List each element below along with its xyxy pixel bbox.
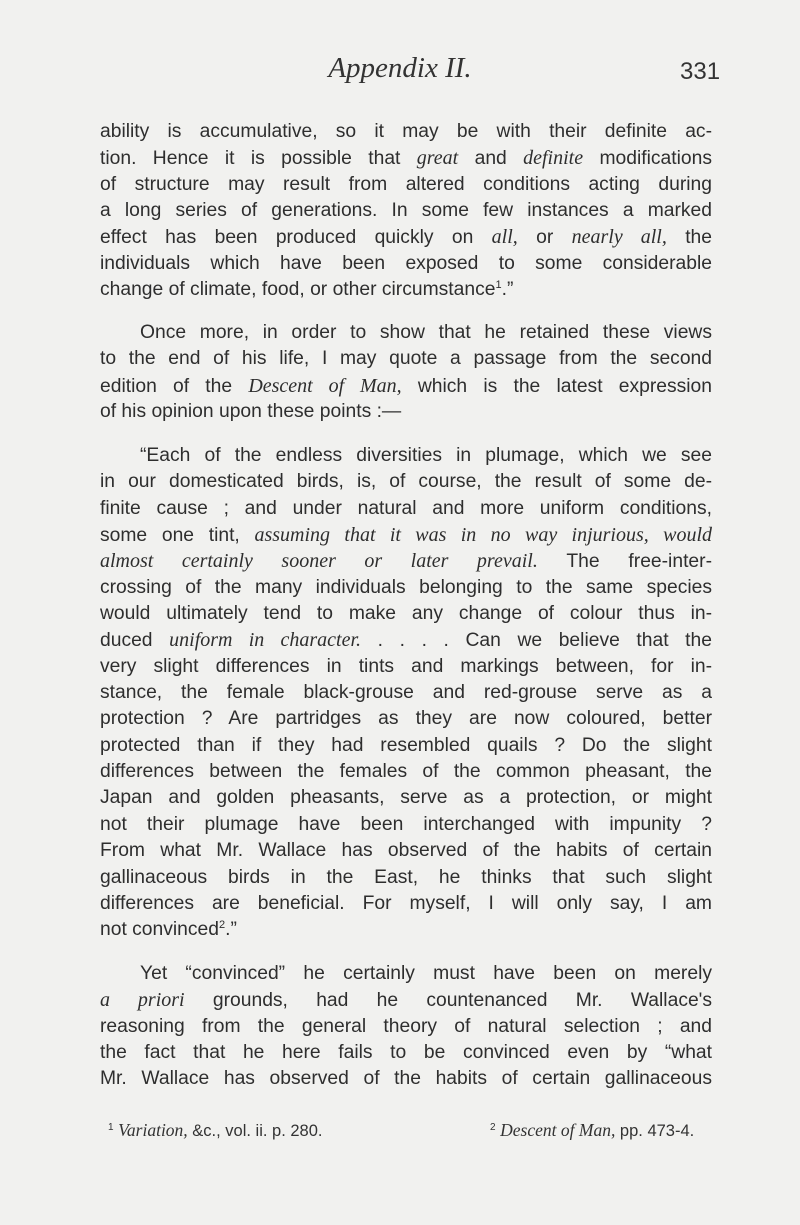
text-line — [100, 469, 712, 495]
text-segment: the fact that he here fails to be convinced even by “what — [100, 1042, 712, 1064]
text-segment: “Each of the endless diversities in plumage, which we see — [140, 445, 712, 466]
text-line — [100, 224, 712, 250]
text-line — [100, 961, 712, 987]
text-segment: and — [458, 148, 524, 170]
text-segment: . . . . Can we believe that the — [361, 630, 712, 652]
footnote-reference: 2 — [218, 919, 226, 932]
text-segment: Japan and golden pheasants, serve as a protection, or might — [100, 787, 712, 809]
text-segment: .” — [225, 919, 237, 941]
text-line — [100, 812, 712, 838]
text-segment: Once more, in order to show that he retained these views — [140, 322, 712, 343]
text-segment: reasoning from the general theory of natural selection ; and — [100, 1015, 712, 1037]
text-line — [100, 654, 712, 680]
text-line — [100, 1014, 712, 1040]
text-segment: individuals which have been exposed to some considerable — [100, 252, 712, 274]
text-segment: duced — [100, 630, 170, 652]
italic-text: definite — [523, 147, 584, 170]
paragraph-1 — [100, 119, 712, 303]
text-line — [100, 522, 712, 548]
text-line — [100, 1066, 712, 1092]
text-segment: very slight differences in tints and markings between, for in- — [100, 655, 712, 677]
footnote-mark: 2 — [490, 1122, 496, 1133]
text-segment: protected than if they had resembled quails ? Do the slight — [100, 734, 712, 756]
text-segment: finite cause ; and under natural and more uniform conditions, — [100, 497, 712, 519]
footnote-2 — [490, 1120, 694, 1141]
text-line — [100, 119, 712, 145]
text-line — [100, 198, 712, 224]
text-line — [100, 251, 712, 277]
footnote-text: &c., vol. ii. p. 280. — [187, 1122, 323, 1140]
quoted-paragraph — [100, 443, 712, 944]
text-line — [100, 627, 712, 653]
text-segment: crossing of the many individuals belonging to the same species — [100, 576, 712, 598]
text-segment: grounds, had he countenanced Mr. Wallace's — [184, 990, 712, 1012]
text-segment: protection ? Are partridges as they are now coloured, better — [100, 708, 712, 730]
text-line — [100, 443, 712, 469]
text-segment: effect has been produced quickly on — [100, 227, 492, 249]
text-segment: not convinced — [100, 919, 219, 941]
footnote-reference: 1 — [495, 279, 502, 292]
text-segment: some one tint, — [100, 525, 255, 547]
text-segment: not their plumage have been interchanged with impunity ? — [100, 813, 712, 835]
text-line — [100, 145, 712, 171]
text-segment: or — [517, 227, 572, 249]
text-segment: edition of the — [100, 375, 249, 397]
text-line — [100, 277, 712, 303]
text-segment: .” — [501, 279, 514, 301]
text-line — [100, 891, 712, 917]
footnote-text: pp. 473-4. — [615, 1122, 695, 1140]
italic-text: nearly all, — [571, 226, 667, 249]
text-segment: Mr. Wallace has observed of the habits of certain gallinaceous — [100, 1068, 712, 1090]
text-line — [100, 838, 712, 864]
running-header: Appendix II. — [328, 52, 472, 84]
text-line — [100, 1040, 712, 1066]
italic-text: all, — [491, 226, 518, 249]
text-line — [100, 759, 712, 785]
text-line — [100, 172, 712, 198]
footnote-1 — [108, 1122, 323, 1140]
footnote-title: Descent of Man, — [500, 1120, 616, 1140]
text-segment: tion. Hence it is possible that — [100, 148, 417, 170]
italic-text: great — [416, 147, 459, 170]
text-segment: a long series of generations. In some few instances a marked — [100, 200, 712, 222]
text-line — [100, 496, 712, 522]
text-segment: stance, the female black-grouse and red-grouse serve as a — [100, 682, 712, 704]
text-segment: which is the latest expression — [401, 375, 712, 397]
italic-text: assuming that it was in no way injurious, would — [254, 524, 712, 547]
text-line — [100, 917, 712, 943]
text-line — [100, 785, 712, 811]
footnotes — [108, 1120, 708, 1141]
text-segment: to the end of his life, I may quote a passage from the second — [100, 348, 712, 370]
page-number: 331 — [680, 58, 721, 85]
italic-text: Descent of Man, — [248, 374, 402, 397]
text-segment: differences are beneficial. For myself, I will only say, I am — [100, 892, 712, 914]
text-segment: Yet “convinced” he certainly must have been on merely — [140, 963, 712, 984]
text-line — [100, 706, 712, 732]
text-segment: The free-inter- — [537, 551, 712, 573]
footnote-mark: 1 — [108, 1122, 114, 1133]
italic-text: a priori — [100, 989, 185, 1012]
text-line — [100, 399, 712, 425]
italic-text: uniform in character. — [169, 629, 362, 652]
footnote-title: Variation, — [118, 1120, 188, 1140]
text-segment: ability is accumulative, so it may be with their definite ac- — [100, 121, 712, 142]
text-segment: would ultimately tend to make any change of colour thus in- — [100, 603, 712, 625]
text-segment: change of climate, food, or other circumstance — [100, 279, 496, 301]
text-line — [100, 575, 712, 601]
text-segment: gallinaceous birds in the East, he thinks that such slight — [100, 866, 712, 888]
paragraph-2 — [100, 320, 712, 425]
text-segment: of his opinion upon these points :— — [100, 401, 402, 423]
text-line — [100, 601, 712, 627]
text-segment: of structure may result from altered conditions acting during — [100, 173, 712, 195]
text-line — [100, 865, 712, 891]
paragraph-4 — [100, 961, 712, 1093]
text-segment: modifications — [583, 148, 712, 170]
text-segment: differences between the females of the common pheasant, the — [100, 761, 712, 783]
text-segment: From what Mr. Wallace has observed of the habits of certain — [100, 840, 712, 862]
text-line — [100, 346, 712, 372]
text-line — [100, 320, 712, 346]
text-line — [100, 548, 712, 574]
text-segment: the — [666, 227, 712, 249]
text-segment: in our domesticated birds, is, of course, the result of some de- — [100, 471, 712, 493]
text-line — [100, 733, 712, 759]
text-line — [100, 680, 712, 706]
text-line — [100, 373, 712, 399]
italic-text: almost certainly sooner or later prevail. — [100, 550, 538, 573]
text-line — [100, 987, 712, 1013]
